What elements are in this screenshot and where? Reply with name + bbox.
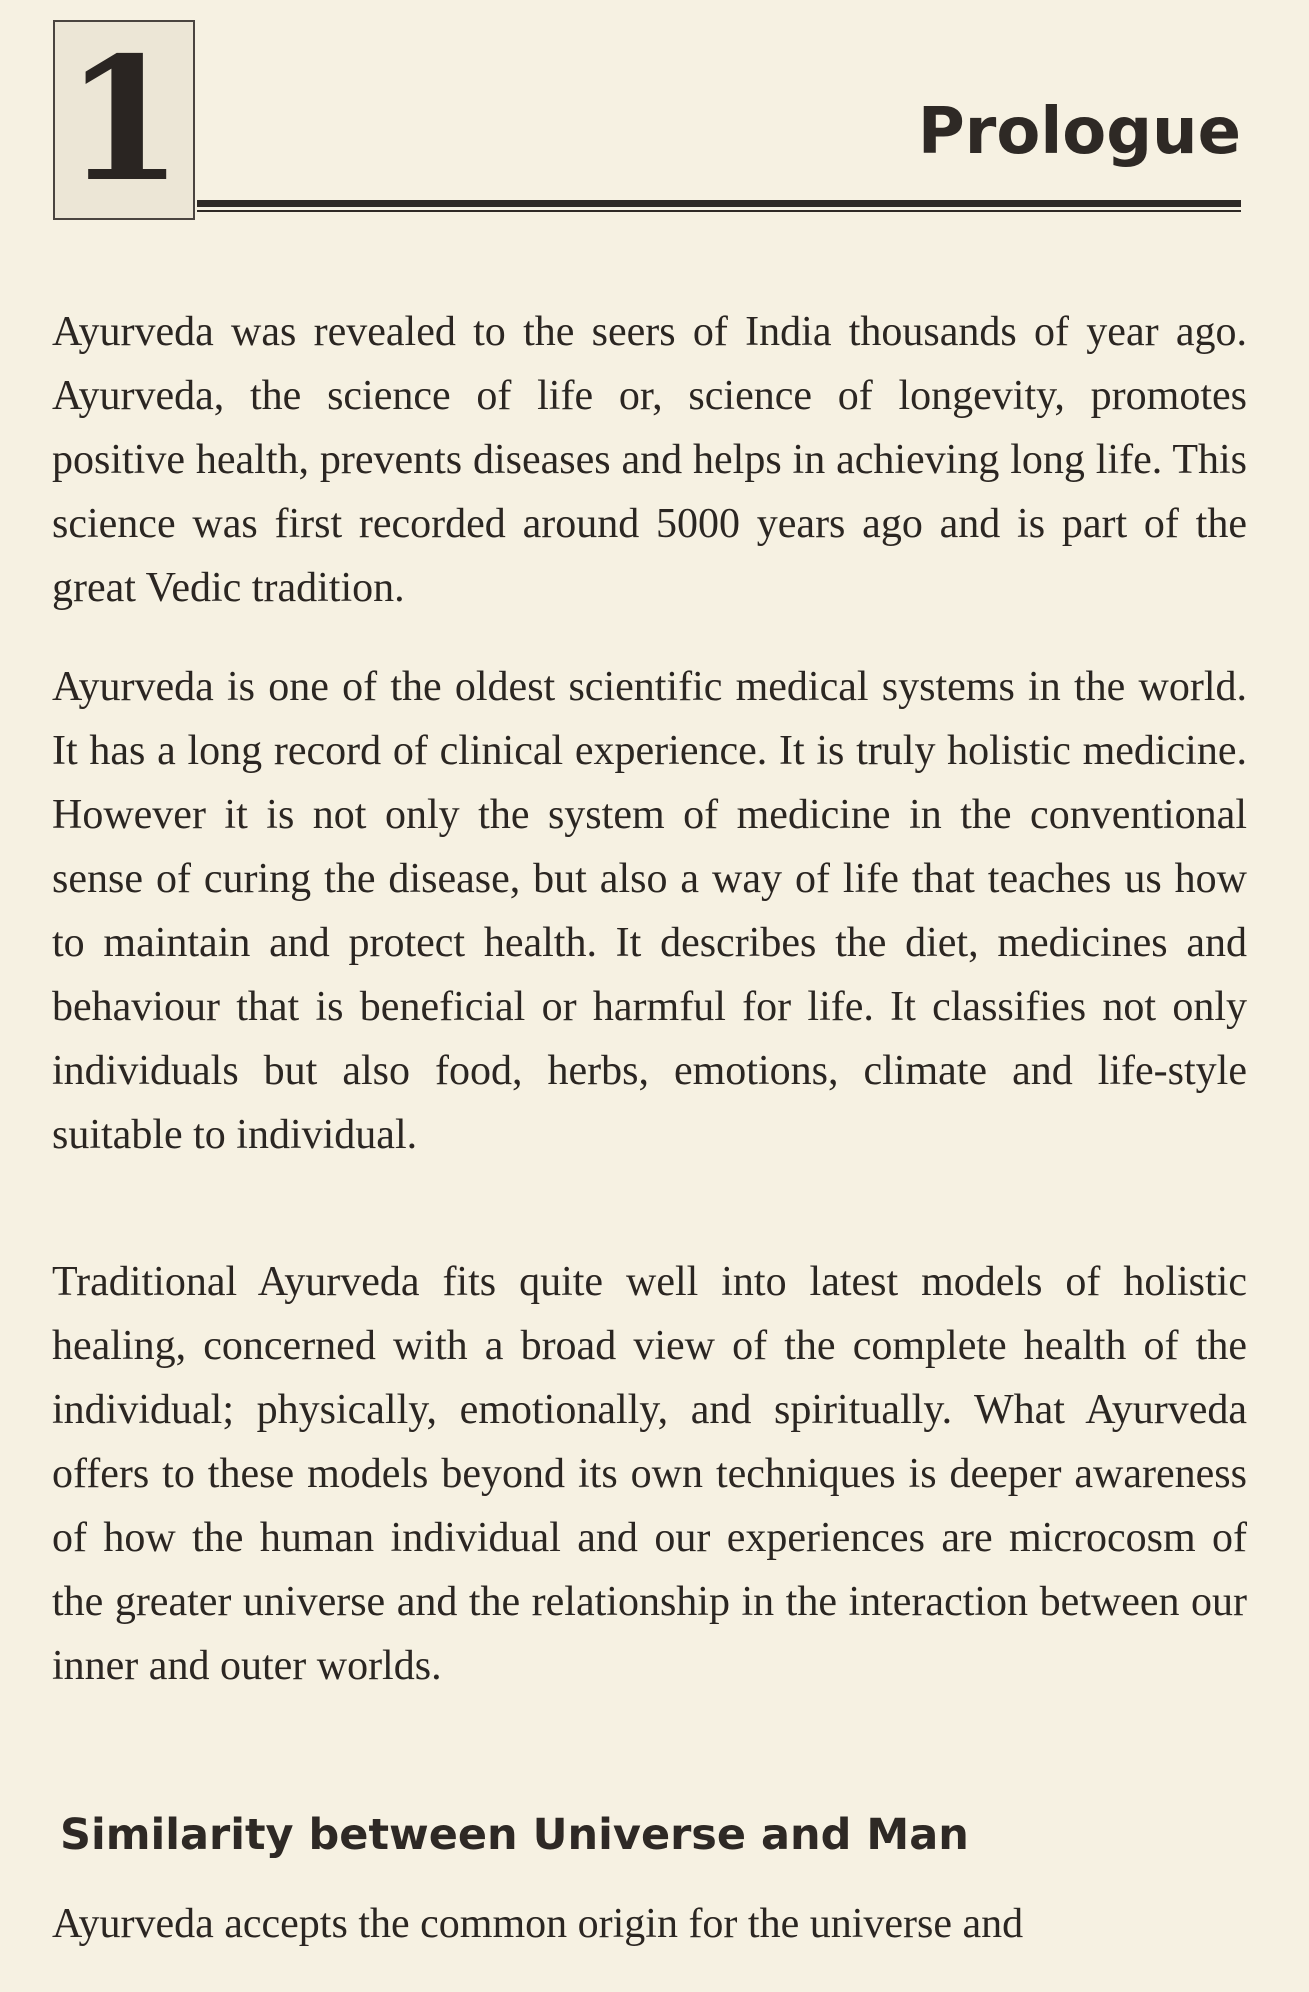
chapter-title: Prologue <box>917 95 1241 169</box>
chapter-number: 1 <box>64 20 184 220</box>
section-first-line: Ayurveda accepts the common origin for the universe and <box>52 1901 1024 1947</box>
title-rule-thick <box>197 200 1241 207</box>
section-heading: Similarity between Universe and Man <box>60 1810 969 1860</box>
paragraph-2: Ayurveda is one of the oldest scientific medical systems in the world. It has a long record of clinical experience. It is truly holistic medicine. However it is not only the system of medicine in the conventional sense of curing the disease, but also a way of life that teaches us how to maintain and protect health. It describes the diet, medicines and behaviour that is beneficial or harmful for life. It classifies not only individuals but also food, herbs, emotions, climate and life-style suitable to individual. <box>52 664 1247 1158</box>
chapter-number-box <box>53 20 195 220</box>
title-rule-thin <box>197 210 1241 212</box>
paragraph-1: Ayurveda was revealed to the seers of India thousands of year ago. Ayurveda, the science of life or, science of longevity, promotes positive health, prevents diseases and helps in achieving long life. This science was first recorded around 5000 years ago and is part of the great Vedic tradition. <box>52 309 1247 611</box>
paragraph-3: Traditional Ayurveda fits quite well into latest models of holistic healing, concerned with a broad view of the complete health of the individual; physically, emotionally, and spiritually. What Ayurveda offers to these models beyond its own techniques is deeper awareness of how the human individual and our experiences are microcosm of the greater universe and the relationship in the interaction between our inner and outer worlds. <box>52 1259 1247 1689</box>
